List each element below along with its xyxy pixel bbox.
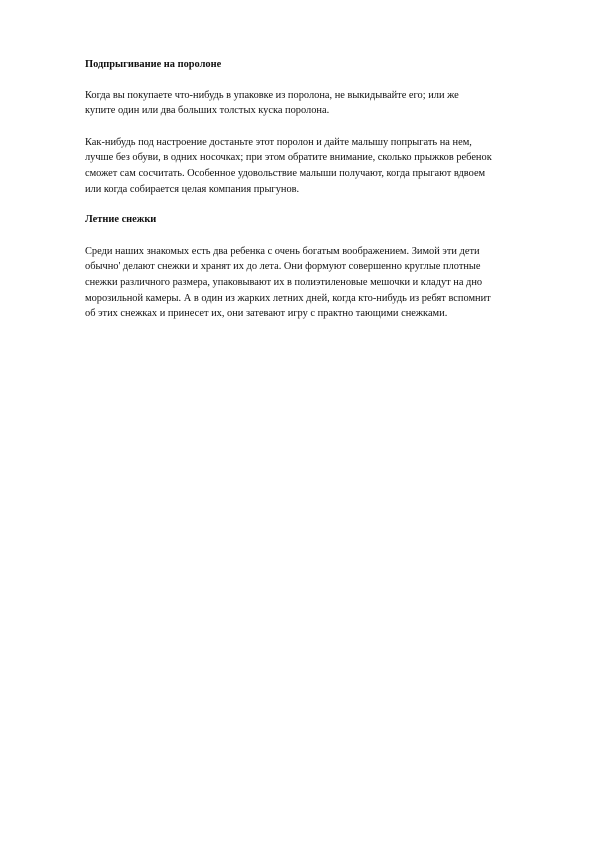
text-line: об этих снежках и принесет их, они затевают игру с практно тающими снежками.: [85, 308, 448, 320]
text-line: снежки различного размера, упаковывают их в полиэтиленовые мешочки и кладут на дно: [85, 276, 483, 288]
text-line: купите один или два больших толстых куска поролона.: [85, 105, 330, 117]
text-line: лучше без обуви, в одних носочках; при этом обратите внимание, сколько прыжков ребенок: [85, 152, 492, 164]
text-line: Среди наших знакомых есть два ребенка с очень богатым воображением. Зимой эти дети: [85, 245, 480, 257]
spacer: [85, 73, 555, 88]
text-line: сможет сам сосчитать. Особенное удовольствие малыши получают, когда прыгают вдвоем: [85, 167, 486, 179]
section-heading-foam-jumping: Подпрыгивание на поролоне: [85, 59, 222, 70]
text-line: или когда собирается целая компания прыгунов.: [85, 183, 300, 195]
document-body: [85, 57, 555, 322]
text-line: обычно' делают снежки и хранят их до лета. Они формуют совершенно круглые плотные: [85, 261, 481, 273]
paragraph-foam-play: [85, 135, 555, 197]
section-heading-summer-snowballs: Летние снежки: [85, 214, 157, 226]
paragraph-foam-intro: [85, 88, 555, 119]
spacer: [85, 119, 555, 135]
text-line: Когда вы покупаете что-нибудь в упаковке из поролона, не выкидывайте его; или же: [85, 89, 459, 101]
paragraph-snowballs: [85, 244, 555, 322]
spacer: [85, 228, 555, 244]
text-line: морозильной камеры. А в один из жарких летних дней, когда кто-нибудь из ребят вспомнит: [85, 292, 491, 304]
spacer: [85, 197, 555, 212]
text-line: Как-нибудь под настроение достаньте этот поролон и дайте малышу попрыгать на нем,: [85, 136, 472, 148]
